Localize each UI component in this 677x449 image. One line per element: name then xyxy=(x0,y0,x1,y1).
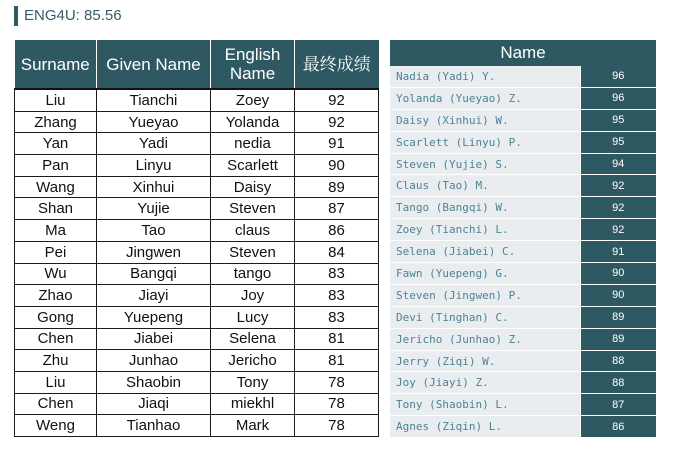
list-item xyxy=(390,263,656,285)
surname-cell: Shan xyxy=(15,198,97,220)
given-name-cell: Jiaqi xyxy=(97,393,211,415)
surname-cell: Zhang xyxy=(15,111,97,133)
surname-cell: Yan xyxy=(15,133,97,155)
student-name-cell: Agnes (Ziqin) L. xyxy=(390,416,580,438)
given-name-cell: Yadi xyxy=(97,133,211,155)
surname-cell: Pan xyxy=(15,155,97,177)
column-header-given-name: Given Name xyxy=(97,40,211,89)
grade-cell: 84 xyxy=(295,241,379,263)
student-name-cell: Nadia (Yadi) Y. xyxy=(390,66,580,87)
grade-cell: 87 xyxy=(295,198,379,220)
table-row xyxy=(15,89,379,111)
student-name-cell: Daisy (Xinhui) W. xyxy=(390,109,580,131)
score-cell: 95 xyxy=(580,109,656,131)
page-title: ENG4U: 85.56 xyxy=(14,6,122,26)
score-cell: 88 xyxy=(580,372,656,394)
table-row xyxy=(15,350,379,372)
score-cell: 92 xyxy=(580,197,656,219)
list-item xyxy=(390,306,656,328)
student-name-cell: Fawn (Yuepeng) G. xyxy=(390,263,580,285)
table-row xyxy=(15,306,379,328)
surname-cell: Ma xyxy=(15,220,97,242)
ranking-table-header-row xyxy=(390,40,656,66)
grade-cell: 90 xyxy=(295,155,379,177)
given-name-cell: Yujie xyxy=(97,198,211,220)
surname-cell: Weng xyxy=(15,415,97,437)
grade-cell: 86 xyxy=(295,220,379,242)
english-name-cell: Lucy xyxy=(211,306,295,328)
given-name-cell: Tianhao xyxy=(97,415,211,437)
english-name-cell: Steven xyxy=(211,198,295,220)
given-name-cell: Tianchi xyxy=(97,89,211,111)
given-name-cell: Linyu xyxy=(97,155,211,177)
given-name-cell: Xinhui xyxy=(97,176,211,198)
surname-cell: Wu xyxy=(15,263,97,285)
score-cell: 89 xyxy=(580,328,656,350)
grade-cell: 83 xyxy=(295,306,379,328)
surname-cell: Wang xyxy=(15,176,97,198)
english-name-cell: miekhl xyxy=(211,393,295,415)
given-name-cell: Jiayi xyxy=(97,285,211,307)
list-item xyxy=(390,241,656,263)
given-name-cell: Shaobin xyxy=(97,371,211,393)
list-item xyxy=(390,284,656,306)
score-cell: 92 xyxy=(580,175,656,197)
surname-cell: Zhu xyxy=(15,350,97,372)
list-item xyxy=(390,87,656,109)
table-row xyxy=(15,285,379,307)
score-cell: 90 xyxy=(580,284,656,306)
student-name-cell: Steven (Yujie) S. xyxy=(390,153,580,175)
grade-cell: 89 xyxy=(295,176,379,198)
score-cell: 92 xyxy=(580,219,656,241)
table-row xyxy=(15,111,379,133)
table-row xyxy=(15,241,379,263)
surname-cell: Pei xyxy=(15,241,97,263)
student-name-cell: Jerry (Ziqi) W. xyxy=(390,350,580,372)
student-name-cell: Jericho (Junhao) Z. xyxy=(390,328,580,350)
surname-cell: Chen xyxy=(15,393,97,415)
list-item xyxy=(390,197,656,219)
column-header-english-name: English Name xyxy=(211,40,295,89)
list-item xyxy=(390,66,656,87)
table-row xyxy=(15,198,379,220)
surname-cell: Liu xyxy=(15,371,97,393)
grade-cell: 83 xyxy=(295,285,379,307)
student-name-cell: Selena (Jiabei) C. xyxy=(390,241,580,263)
given-name-cell: Bangqi xyxy=(97,263,211,285)
list-item xyxy=(390,350,656,372)
surname-cell: Chen xyxy=(15,328,97,350)
score-cell: 89 xyxy=(580,306,656,328)
grades-table xyxy=(14,40,379,437)
surname-cell: Zhao xyxy=(15,285,97,307)
given-name-cell: Jiabei xyxy=(97,328,211,350)
list-item xyxy=(390,153,656,175)
student-name-cell: Devi (Tinghan) C. xyxy=(390,306,580,328)
student-name-cell: Joy (Jiayi) Z. xyxy=(390,372,580,394)
table-row xyxy=(15,220,379,242)
list-item xyxy=(390,394,656,416)
list-item xyxy=(390,131,656,153)
english-name-cell: Steven xyxy=(211,241,295,263)
grade-cell: 78 xyxy=(295,415,379,437)
student-name-cell: Scarlett (Linyu) P. xyxy=(390,131,580,153)
grade-cell: 78 xyxy=(295,393,379,415)
given-name-cell: Tao xyxy=(97,220,211,242)
english-name-cell: Mark xyxy=(211,415,295,437)
student-name-cell: Tango (Bangqi) W. xyxy=(390,197,580,219)
table-row xyxy=(15,133,379,155)
grade-cell: 91 xyxy=(295,133,379,155)
english-name-cell: Daisy xyxy=(211,176,295,198)
grade-cell: 92 xyxy=(295,89,379,111)
english-name-cell: Tony xyxy=(211,371,295,393)
surname-cell: Liu xyxy=(15,89,97,111)
english-name-cell: tango xyxy=(211,263,295,285)
student-name-cell: Tony (Shaobin) L. xyxy=(390,394,580,416)
given-name-cell: Yuepeng xyxy=(97,306,211,328)
grade-cell: 92 xyxy=(295,111,379,133)
list-item xyxy=(390,175,656,197)
english-name-cell: Jericho xyxy=(211,350,295,372)
english-name-cell: Yolanda xyxy=(211,111,295,133)
surname-cell: Gong xyxy=(15,306,97,328)
score-cell: 87 xyxy=(580,394,656,416)
score-cell: 96 xyxy=(580,87,656,109)
grade-cell: 81 xyxy=(295,350,379,372)
grade-cell: 78 xyxy=(295,371,379,393)
ranking-table xyxy=(390,40,656,438)
student-name-cell: Yolanda (Yueyao) Z. xyxy=(390,87,580,109)
list-item xyxy=(390,328,656,350)
student-name-cell: Claus (Tao) M. xyxy=(390,175,580,197)
list-item xyxy=(390,372,656,394)
grade-cell: 81 xyxy=(295,328,379,350)
score-cell: 88 xyxy=(580,350,656,372)
grades-table-header-row xyxy=(15,40,379,89)
score-cell: 96 xyxy=(580,66,656,87)
score-cell: 90 xyxy=(580,263,656,285)
list-item xyxy=(390,219,656,241)
ranking-table-header: Name xyxy=(390,40,656,66)
table-row xyxy=(15,415,379,437)
english-name-cell: Zoey xyxy=(211,89,295,111)
column-header-final-grade: 最终成绩 xyxy=(295,40,379,89)
given-name-cell: Jingwen xyxy=(97,241,211,263)
english-name-cell: Selena xyxy=(211,328,295,350)
english-name-cell: Scarlett xyxy=(211,155,295,177)
given-name-cell: Yueyao xyxy=(97,111,211,133)
english-name-cell: nedia xyxy=(211,133,295,155)
grade-cell: 83 xyxy=(295,263,379,285)
table-row xyxy=(15,263,379,285)
table-row xyxy=(15,371,379,393)
given-name-cell: Junhao xyxy=(97,350,211,372)
english-name-cell: claus xyxy=(211,220,295,242)
table-row xyxy=(15,328,379,350)
score-cell: 91 xyxy=(580,241,656,263)
list-item xyxy=(390,416,656,438)
score-cell: 94 xyxy=(580,153,656,175)
score-cell: 86 xyxy=(580,416,656,438)
student-name-cell: Zoey (Tianchi) L. xyxy=(390,219,580,241)
score-cell: 95 xyxy=(580,131,656,153)
english-name-cell: Joy xyxy=(211,285,295,307)
table-row xyxy=(15,393,379,415)
column-header-surname: Surname xyxy=(15,40,97,89)
table-row xyxy=(15,176,379,198)
list-item xyxy=(390,109,656,131)
student-name-cell: Steven (Jingwen) P. xyxy=(390,284,580,306)
table-row xyxy=(15,155,379,177)
